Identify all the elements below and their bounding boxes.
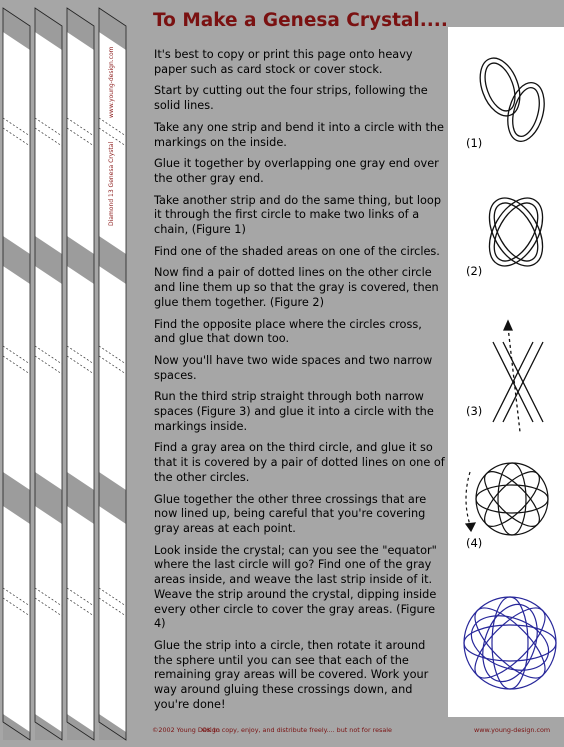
- step-12: Glue together the other three crossings that are now lined up, being careful that you're covering gray areas at each point.: [154, 492, 427, 535]
- figure-4-label: (4): [466, 536, 483, 550]
- step-5: Take another strip and do the same thing, but loop it through the first circle to make two links of a chain, (Figure 1): [154, 193, 441, 237]
- footer-license: OK to copy, enjoy, and distribute freely.... but not for resale: [202, 726, 392, 734]
- strip-name-caption: Diamond 13 Genesa Crystal: [108, 141, 115, 226]
- step-4: Glue it together by overlapping one gray end over the other gray end.: [154, 157, 439, 185]
- strip-3: [67, 8, 94, 740]
- strip-2: [35, 8, 62, 740]
- strip-1: [3, 8, 30, 740]
- step-13: Look inside the crystal; can you see the "equator" where the last circle will go? Find one of the gray areas inside, and weave the last strip inside of it. Weave the strip around the crystal, dipping inside every other circle to cover the gray areas. (Figure 4): [154, 543, 437, 631]
- instruction-steps: [154, 48, 446, 719]
- figure-panel: [448, 27, 564, 717]
- footer-site: www.young-design.com: [474, 726, 551, 734]
- footer: [152, 726, 552, 734]
- figure-2-label: (2): [466, 264, 483, 278]
- strip-site-caption: www.young-design.com: [108, 46, 115, 118]
- page-title: To Make a Genesa Crystal....: [153, 10, 448, 31]
- step-10: Run the third strip straight through both narrow spaces (Figure 3) and glue it into a circle with the markings inside.: [154, 390, 434, 433]
- figure-3-strip-through-icon: [493, 321, 543, 432]
- footer-copyright: ©2002 Young Design: [152, 726, 220, 734]
- cutout-strips: [0, 0, 150, 747]
- figure-illustrations: [448, 27, 564, 717]
- figure-1-label: (1): [466, 136, 483, 150]
- step-8: Find the opposite place where the circles cross, and glue that down too.: [154, 317, 422, 346]
- step-14: Glue the strip into a circle, then rotate it around the sphere until you can see that each of the remaining gray areas will be covered. Work your way around gluing these crossings down, and you're done!: [154, 638, 429, 711]
- step-6: Find one of the shaded areas on one of the circles.: [154, 244, 440, 258]
- figure-4-crystal-weave-icon: [466, 463, 548, 535]
- figure-2-crossed-rings-icon: [478, 189, 553, 275]
- figure-3-label: (3): [466, 404, 483, 418]
- step-11: Find a gray area on the third circle, and glue it so that it is covered by a pair of dotted lines on one of the other circles.: [154, 441, 445, 484]
- step-2: Start by cutting out the four strips, following the solid lines.: [154, 84, 428, 113]
- step-9: Now you'll have two wide spaces and two narrow spaces.: [154, 353, 433, 382]
- step-1: It's best to copy or print this page onto heavy paper such as card stock or cover stock.: [154, 48, 413, 76]
- finished-crystal-icon: [464, 597, 556, 689]
- step-7: Now find a pair of dotted lines on the other circle and line them up so that the gray is covered, then glue them together. (Figure 2): [154, 266, 439, 309]
- step-3: Take any one strip and bend it into a circle with the markings on the inside.: [154, 120, 444, 149]
- figure-1-linked-rings-icon: [473, 53, 550, 146]
